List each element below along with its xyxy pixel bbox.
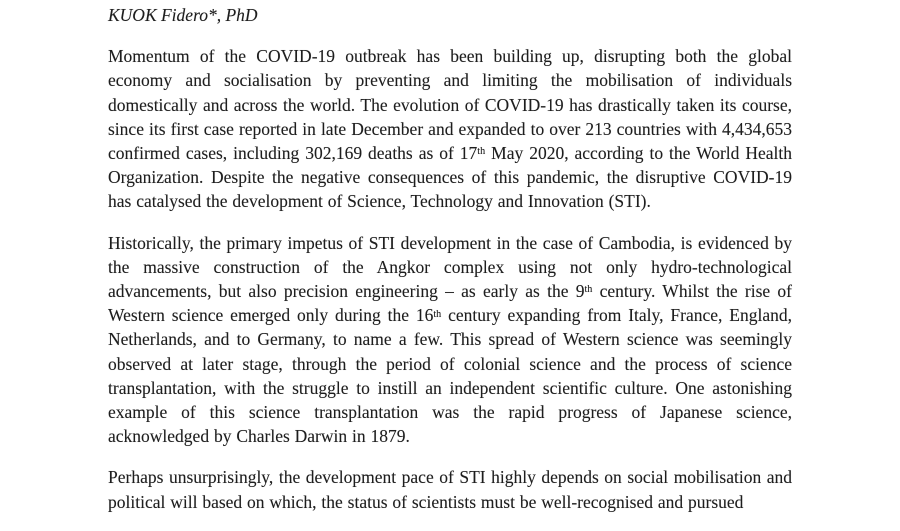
superscript: th <box>477 146 486 158</box>
paragraph-1: Momentum of the COVID-19 outbreak has been building up, disrupting both the global economy and socialisation by preventing and limiting the mobilisation of individuals domestically and across the world. The evolution of COVID-19 has drastically taken its course, since its first case reported in late December and expanded to over 213 countries with 4,434,653 confirmed cases, including 302,169 deaths as of 17th May 2020, according to the World Health Organization. Despite the negative consequences of this pandemic, the disruptive COVID-19 has catalysed the development of Science, Technology and Innovation (STI). <box>108 46 792 212</box>
body-text <box>108 44 792 514</box>
superscript: th <box>584 284 593 296</box>
superscript: th <box>433 308 442 320</box>
author-byline: KUOK Fidero*, PhD <box>108 5 258 25</box>
paragraph-3: Perhaps unsurprisingly, the development pace of STI highly depends on social mobilisation and political will based on which, the status of scientists must be well-recognised and pursued <box>108 467 792 512</box>
document-page <box>108 0 792 531</box>
paragraph-2: Historically, the primary impetus of STI development in the case of Cambodia, is evidenced by the massive construction of the Angkor complex using not only hydro-technological advancements, but also precision engineering – as early as the 9th century. Whilst the rise of Western science emerged only during the 16th century expanding from Italy, France, England, Netherlands, and to Germany, to name a few. This spread of Western science was seemingly observed at later stage, through the period of colonial science and the process of science transplantation, with the struggle to instill an independent scientific culture. One astonishing example of this science transplantation was the rapid progress of Japanese science, acknowledged by Charles Darwin in 1879. <box>108 232 792 447</box>
